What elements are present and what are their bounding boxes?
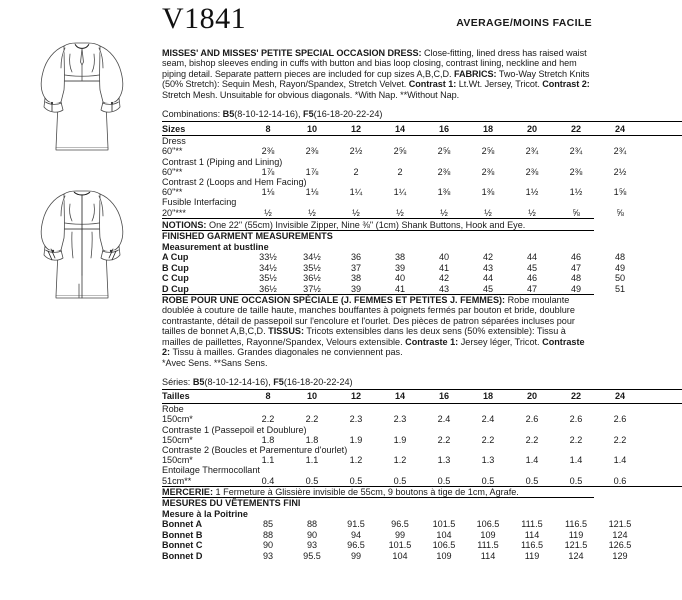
cell: 48 [614,252,626,263]
cell: 46 [570,252,582,263]
row-title-contrast2: Contrast 2 (Loops and Hem Facing) [162,177,307,188]
cell: 126.5 [608,540,632,551]
cell: ½ [396,207,404,218]
cell: 2⅝ [393,146,407,157]
cell: 93 [306,540,318,551]
cell: 1⅝ [613,187,627,198]
size-col-8: 24 [598,122,642,136]
combo-b5: B5 [192,376,205,387]
row-width-contraste2: 150cm* [162,455,193,466]
pad-cell [642,435,682,445]
cell: 34½ [303,252,321,263]
table-row [162,167,682,177]
combo-f5: F5 [273,376,284,387]
pad-cell [642,146,682,156]
cell: 0.5 [378,476,422,487]
cell: 36½ [303,273,321,284]
mercerie-label: MERCERIE: [162,486,214,497]
cell: 35½ [259,273,277,284]
table-row [162,445,682,455]
cell: 1⅛ [305,187,319,198]
cell: ½ [484,207,492,218]
pad-cell [642,167,682,177]
cell: 1.4 [525,455,539,466]
pad-cell [642,530,682,540]
contraste2-body: Tissu à mailles. Grandes diagonales ne conviennent pas. [170,347,403,358]
cell: 2.2 [305,414,319,425]
table-row [162,455,682,465]
cell: 0.5 [290,476,334,487]
cell: 39 [394,262,406,273]
cell: 2.3 [349,414,363,425]
fabrics-body: Two-Way Stretch Knits (50% Stretch): Sequin Mesh, Rayon/Spandex, Stretch Velvet. [162,68,590,90]
cell: 0.5 [466,476,510,487]
cell: 40 [394,273,406,284]
cell: 1.4 [613,455,627,466]
french-fgm-title: MESURES DU VÊTEMENTS FINI [162,498,301,509]
cell: 50 [614,273,626,284]
cup-label-b: B Cup [162,262,189,273]
pad-cell [642,540,682,550]
cell: 1⅞ [261,166,275,177]
english-description [162,48,594,100]
cell: 44 [526,252,538,263]
cell: 129 [612,550,628,561]
page-title: V1841 [162,2,247,35]
cell: 2 [397,166,403,177]
mercerie-body: 1 Fermeture à Glissière invisible de 55cm, 9 boutons à tige de 1cm, Agrafe. [213,486,519,497]
cell: 111.5 [477,540,499,551]
combo-b5-sizes: (8-10-12-14-16), [204,376,274,387]
cell: 116.5 [520,540,544,551]
cell: 43 [482,262,494,273]
cell: 121.5 [608,519,632,530]
cell: 1.1 [305,455,319,466]
cell: 2.6 [613,414,627,425]
cell: 109 [480,529,496,540]
size-col-3: 14 [378,122,422,136]
cell: 41 [438,262,450,273]
cell: 88 [306,519,318,530]
cell: 40 [438,252,450,263]
cell: 39 [350,283,362,294]
cell: 1.3 [437,455,451,466]
cell: 124 [568,550,584,561]
cell: 124 [612,529,628,540]
row-title-robe: Robe [162,404,184,415]
cell: 1⅜ [481,187,495,198]
cell: 46 [526,273,538,284]
french-yardage-table [162,389,682,487]
cell: 2½ [613,166,627,177]
cell: 0.6 [598,476,642,487]
cell: 49 [570,283,582,294]
row-title-contraste2: Contraste 2 (Boucles et Parementure d'ourlet) [162,444,348,455]
tissus-body: Tricots extensibles dans les deux sens (50% extensible): Tissu à mailles de paillettes, Rayonne/Spandex, Velours extensible. [162,326,566,347]
cell: 43 [438,283,450,294]
cell: 99 [394,529,406,540]
combo-b5-sizes: (8-10-12-14-16), [234,109,304,120]
row-title-contraste1: Contraste 1 (Passepoil et Doublure) [162,424,307,435]
sizes-header: Sizes [162,122,246,136]
cell: 0.5 [334,476,378,487]
cell: 42 [438,273,450,284]
cell: 119 [524,550,540,561]
cell: 2.6 [525,414,539,425]
cell: 91.5 [347,519,365,530]
cell: 1.2 [393,455,407,466]
cell: ½ [440,207,448,218]
size-col-2: 12 [334,389,378,403]
bonnet-label-a: Bonnet A [162,519,203,530]
pad-cell [642,414,682,424]
row-title-interfacing: Fusible Interfacing [162,197,237,208]
combo-b5: B5 [222,109,235,120]
cell: 94 [350,529,362,540]
cell: ½ [352,207,360,218]
cell: 1.2 [349,455,363,466]
notions-body: One 22" (55cm) Invisible Zipper, Nine ⅜" (1cm) Shank Buttons, Hook and Eye. [206,219,526,230]
table-row [162,187,682,197]
table-row [162,197,682,207]
cell: 106.5 [432,540,456,551]
pad-cell [642,273,682,283]
cell: 121.5 [564,540,588,551]
cell: 2.6 [569,414,583,425]
dress-front-line-drawing-icon [12,24,152,164]
cell: 104 [392,550,408,561]
cell: 101.5 [432,519,456,530]
cell: 116.5 [564,519,588,530]
cell: 1¼ [393,187,407,198]
table-row [162,530,682,540]
cell: ½ [528,207,536,218]
spacer [162,100,594,109]
combinations-label: Combinations: [162,109,223,120]
size-col-4: 16 [422,122,466,136]
cell: 2⅜ [525,166,539,177]
english-description-body: Close-fitting, lined dress has raised waist seam, bishop sleeves ending in cuffs with button and bias loop closing, contrast lining, neckline and hem piping detail. Separate pattern pieces are included for cup sizes A,B,C,D. [162,48,587,79]
french-fgm-subtitle: Mesure à la Poitrine [162,508,248,519]
cell: 109 [436,550,452,561]
pad-cell [642,208,682,218]
cell: 36 [350,252,362,263]
cell: 93 [262,550,274,561]
table-row [162,263,682,273]
cell: 36½ [259,283,277,294]
cell: 96.5 [347,540,365,551]
cell: 2⅜ [437,166,451,177]
row-width-contraste1: 150cm* [162,434,193,445]
cell: 88 [262,529,274,540]
size-col-0: 8 [246,389,290,403]
cell: ½ [264,207,272,218]
french-description-title: ROBE POUR UNE OCCASION SPÉCIALE (J. FEMMES ET PETITES J. FEMMES): [162,295,506,306]
size-col-8: 24 [598,389,642,403]
cell: 2.2 [569,434,583,445]
french-mercerie [162,487,594,497]
cell: 1⅜ [437,187,451,198]
size-col-4: 16 [422,389,466,403]
contrast2-label: Contrast 2: [542,79,590,90]
table-header-row [162,389,682,403]
cell: 2⅝ [481,146,495,157]
french-cup-measurements-table [162,519,682,561]
row-width-contrast2: 60"** [162,187,183,198]
cell: 1½ [569,187,583,198]
pattern-info-column [162,2,632,561]
cell: 99 [350,550,362,561]
cell: 47 [570,262,582,273]
english-fgm-title: FINISHED GARMENT MEASUREMENTS [162,231,333,242]
english-cup-measurements-table [162,252,682,294]
contraste1-body: Jersey léger, Tricot. [458,336,543,347]
cell: ⅝ [616,207,624,218]
cell: 0.5 [422,476,466,487]
size-col-2: 12 [334,122,378,136]
row-title-contrast1: Contrast 1 (Piping and Lining) [162,156,283,167]
cell: 35½ [303,262,321,273]
cell: 1.8 [305,434,319,445]
size-col-1: 10 [290,122,334,136]
cell: 33½ [259,252,277,263]
table-header-row [162,122,682,136]
cell: 37 [350,262,362,273]
tailles-header: Tailles [162,389,246,403]
cell: 34½ [259,262,277,273]
cell: 0.4 [246,476,290,487]
combo-f5-sizes: (16-18-20-22-24) [283,376,353,387]
cell: 51 [614,283,626,294]
contrast1-label: Contrast 1: [408,79,457,90]
cell: 2.2 [481,434,495,445]
cell: 95.5 [303,550,321,561]
difficulty-label: AVERAGE/MOINS FACILE [456,17,592,29]
pad-cell [642,252,682,262]
spacer [162,368,594,377]
notions-label: NOTIONS: [162,219,207,230]
table-row [162,252,682,262]
cell: 2¾ [613,146,627,157]
fabrics-label: FABRICS: [453,68,497,79]
size-col-5: 18 [466,389,510,403]
table-row [162,551,682,561]
series-label: Séries: [162,376,193,387]
combo-f5-sizes: (16-18-20-22-24) [313,109,383,120]
table-row [162,273,682,283]
pad-cell [642,551,682,561]
cell: 44 [482,273,494,284]
cell: 90 [262,540,274,551]
english-description-title: MISSES' AND MISSES' PETITE SPECIAL OCCASION DRESS: [162,48,422,58]
row-width-dress: 60"** [162,146,183,157]
cell: 38 [394,252,406,263]
contrast2-body: Stretch Mesh. Unsuitable for obvious diagonals. *With Nap. **Without Nap. [162,89,460,100]
pad-cell [642,187,682,197]
bonnet-label-d: Bonnet D [162,550,203,561]
row-title-entoilage: Entoilage Thermocollant [162,465,260,476]
cup-label-a: A Cup [162,252,189,263]
table-row [162,519,682,529]
pad-cell [642,519,682,529]
cell: 2⅜ [569,166,583,177]
technical-drawings-column [8,24,156,320]
cell: 1½ [525,187,539,198]
cell: 1.8 [261,434,275,445]
size-col-0: 8 [246,122,290,136]
table-row [162,146,682,156]
table-row [162,157,682,167]
cell: 1.4 [569,455,583,466]
table-row [162,425,682,435]
cell: 2.2 [613,434,627,445]
size-col-6: 20 [510,389,554,403]
row-width-entoilage: 51cm** [162,476,246,487]
pad-cell [642,263,682,273]
cell: 114 [480,550,496,561]
cell: 1.3 [481,455,495,466]
size-col-3: 14 [378,389,422,403]
cell: 48 [570,273,582,284]
combo-f5: F5 [303,109,314,120]
cell: 2.2 [261,414,275,425]
english-notions [162,218,594,230]
row-width-contrast1: 60"** [162,166,183,177]
cell: 2⅜ [261,146,275,157]
cell: 90 [306,529,318,540]
cell: 1.9 [393,434,407,445]
size-col-7: 22 [554,389,598,403]
cell: 38 [350,273,362,284]
cell: 1¼ [349,187,363,198]
pad-cell [642,389,682,403]
french-nap-note: *Avec Sens. **Sans Sens. [162,357,268,368]
cell: 2.4 [437,414,451,425]
table-row [162,540,682,550]
cell: 2.4 [481,414,495,425]
cup-label-c: C Cup [162,273,189,284]
cell: 1.1 [261,455,275,466]
table-row [162,136,682,147]
pad-cell [642,455,682,465]
cup-label-d: D Cup [162,283,189,294]
contraste2-label: Contraste 2: [162,336,585,358]
dress-back-line-drawing-icon [12,172,152,312]
cell: 1.9 [349,434,363,445]
header [162,2,594,42]
french-description [162,295,594,357]
row-width-robe: 150cm* [162,414,193,425]
cell: 2.2 [525,434,539,445]
contrast1-body: Lt.Wt. Jersey, Tricot. [456,79,543,90]
cell: 2⅜ [481,166,495,177]
cell: 0.5 [554,476,598,487]
cell: 2.3 [393,414,407,425]
cell: 2.2 [437,434,451,445]
contraste1-label: Contraste 1: [405,336,459,347]
cell: 111.5 [521,519,543,530]
cell: 104 [436,529,452,540]
size-col-5: 18 [466,122,510,136]
cell: 2⅝ [437,146,451,157]
cell: 41 [394,283,406,294]
cell: 96.5 [391,519,409,530]
cell: ½ [308,207,316,218]
row-width-interfacing: 20"*** [162,207,186,218]
cell: 45 [482,283,494,294]
english-combinations [162,109,594,120]
cell: 49 [614,262,626,273]
table-row [162,476,682,487]
table-row [162,465,682,475]
cell: 101.5 [388,540,412,551]
cell: 2¾ [569,146,583,157]
row-title-dress: Dress [162,136,186,147]
cell: 2 [353,166,359,177]
cell: 37½ [303,283,321,294]
table-row [162,404,682,415]
cell: 114 [524,529,540,540]
table-row [162,435,682,445]
cell: 106.5 [476,519,500,530]
french-description-body: Robe moulante doublée à couture de taille haute, manches bouffantes à poignets fermés par bouton et bride, doublure contrastante, détail de passepoil sur l'encolure et l'ourlet. Des pièces de patron séparées incluses pour tailles de bonnet A,B,C,D. [162,295,575,337]
cell: 1⅞ [305,166,319,177]
french-series [162,377,594,388]
table-row [162,208,682,218]
cell: 47 [526,283,538,294]
cell: 2½ [349,146,363,157]
bonnet-label-c: Bonnet C [162,540,203,551]
cell: 45 [526,262,538,273]
bonnet-label-b: Bonnet B [162,529,203,540]
size-col-6: 20 [510,122,554,136]
cell: 42 [482,252,494,263]
table-row [162,177,682,187]
cell: ⅝ [572,207,580,218]
cell: 119 [568,529,584,540]
table-row [162,414,682,424]
english-yardage-table [162,121,682,218]
pad-cell [642,476,682,487]
pad-cell [642,122,682,136]
cell: 85 [262,519,274,530]
size-col-7: 22 [554,122,598,136]
table-row [162,284,682,294]
size-col-1: 10 [290,389,334,403]
english-fgm-subtitle: Measurement at bustline [162,241,269,252]
pad-cell [642,284,682,294]
cell: 0.5 [510,476,554,487]
cell: 1⅛ [261,187,275,198]
cell: 2¾ [525,146,539,157]
tissus-label: TISSUS: [268,326,305,337]
cell: 2⅜ [305,146,319,157]
